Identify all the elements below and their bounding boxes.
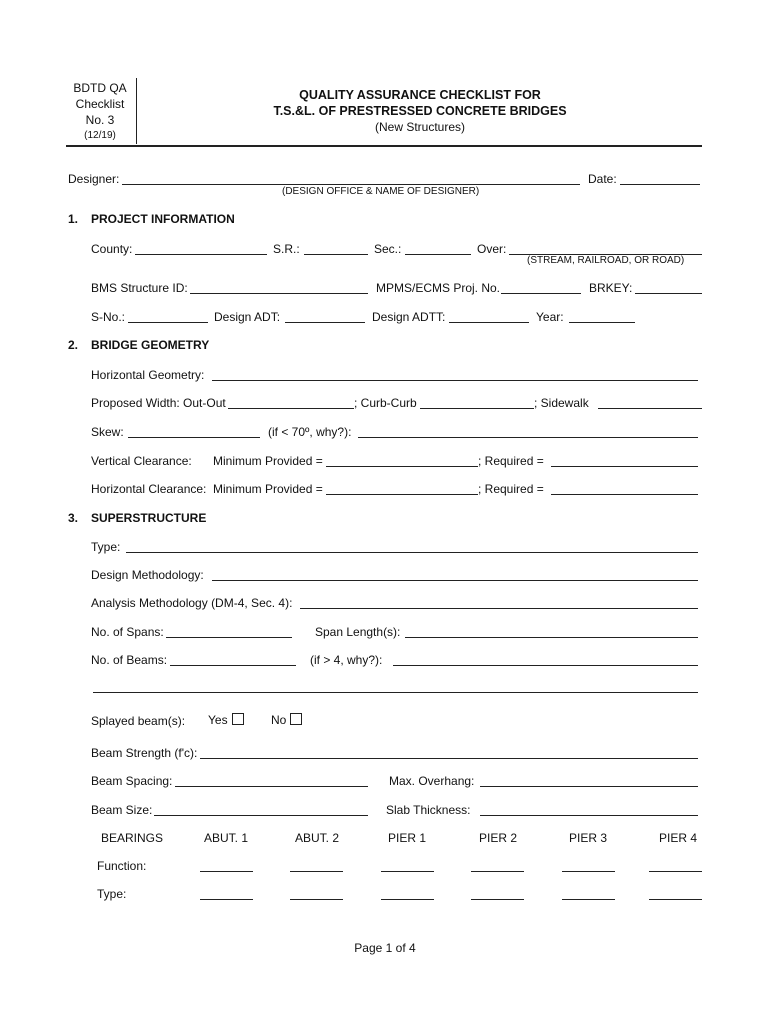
- header-rule: [66, 145, 702, 147]
- pier4-header: PIER 4: [658, 831, 697, 845]
- vert-min-field[interactable]: [326, 466, 478, 467]
- horiz-geom-label: Horizontal Geometry:: [91, 368, 205, 382]
- yes-label: Yes: [208, 713, 228, 727]
- function-abut1-field[interactable]: [200, 871, 253, 872]
- bearings-header: BEARINGS: [101, 831, 164, 845]
- designer-label: Designer:: [68, 172, 120, 186]
- type-pier2-field[interactable]: [471, 899, 524, 900]
- function-label: Function:: [97, 859, 147, 873]
- skew-why-label: (if < 70º, why?):: [268, 425, 352, 439]
- analysis-meth-label: Analysis Methodology (DM-4, Sec. 4):: [91, 596, 293, 610]
- type-label: Type:: [91, 540, 121, 554]
- bms-label: BMS Structure ID:: [91, 281, 188, 295]
- year-field[interactable]: [569, 322, 635, 323]
- date-field[interactable]: [620, 184, 700, 185]
- type-pier1-field[interactable]: [381, 899, 434, 900]
- checklist-org: BDTD QA: [73, 81, 127, 95]
- function-pier3-field[interactable]: [562, 871, 615, 872]
- sno-field[interactable]: [128, 322, 208, 323]
- pier1-header: PIER 1: [387, 831, 426, 845]
- type-field[interactable]: [126, 552, 698, 553]
- type-abut2-field[interactable]: [290, 899, 343, 900]
- beam-size-label: Beam Size:: [91, 803, 153, 817]
- section-2-title: BRIDGE GEOMETRY: [91, 338, 210, 352]
- over-sub: (STREAM, RAILROAD, OR ROAD): [527, 255, 685, 266]
- abut2-header: ABUT. 2: [294, 831, 339, 845]
- sidewalk-label: ; Sidewalk: [534, 396, 589, 410]
- design-meth-field[interactable]: [212, 580, 698, 581]
- slab-label: Slab Thickness:: [386, 803, 471, 817]
- analysis-meth-field[interactable]: [300, 608, 698, 609]
- horiz-req-label: ; Required =: [478, 482, 544, 496]
- overhang-label: Max. Overhang:: [389, 774, 475, 788]
- adtt-field[interactable]: [449, 322, 529, 323]
- spacing-label: Beam Spacing:: [91, 774, 173, 788]
- no-label: No: [271, 713, 287, 727]
- strength-field[interactable]: [200, 758, 698, 759]
- checklist-revision: (12/19): [84, 130, 116, 141]
- abut1-header: ABUT. 1: [203, 831, 248, 845]
- yes-checkbox[interactable]: [232, 713, 244, 725]
- sno-label: S-No.:: [91, 310, 126, 324]
- mpms-field[interactable]: [501, 293, 581, 294]
- doc-subtitle: (New Structures): [374, 120, 466, 134]
- section-2-number: 2.: [68, 338, 79, 352]
- county-label: County:: [91, 242, 133, 256]
- beam-size-field[interactable]: [154, 815, 368, 816]
- curb-label: ; Curb-Curb: [354, 396, 417, 410]
- beams-field[interactable]: [170, 665, 296, 666]
- design-meth-label: Design Methodology:: [91, 568, 204, 582]
- horiz-min-field[interactable]: [326, 494, 478, 495]
- vert-clear-label: Vertical Clearance:: [91, 454, 192, 468]
- beams-why-label: (if > 4, why?):: [310, 653, 383, 667]
- splayed-yes[interactable]: [208, 713, 244, 727]
- sidewalk-field[interactable]: [598, 408, 702, 409]
- horiz-min-label: Minimum Provided =: [213, 482, 323, 496]
- over-label: Over:: [477, 242, 507, 256]
- bearing-type-label: Type:: [97, 887, 127, 901]
- span-length-field[interactable]: [405, 637, 698, 638]
- pier3-header: PIER 3: [568, 831, 607, 845]
- function-pier4-field[interactable]: [649, 871, 702, 872]
- no-checkbox[interactable]: [290, 713, 302, 725]
- function-abut2-field[interactable]: [290, 871, 343, 872]
- pier2-header: PIER 2: [478, 831, 517, 845]
- sr-field[interactable]: [304, 254, 368, 255]
- function-pier1-field[interactable]: [381, 871, 434, 872]
- splayed-no[interactable]: [271, 713, 302, 727]
- spacing-field[interactable]: [175, 786, 368, 787]
- out-out-field[interactable]: [228, 408, 354, 409]
- doc-title-2: T.S.&L. OF PRESTRESSED CONCRETE BRIDGES: [273, 104, 567, 118]
- section-3-number: 3.: [68, 511, 79, 525]
- strength-label: Beam Strength (f'c):: [91, 746, 198, 760]
- sec-label: Sec.:: [374, 242, 402, 256]
- date-label: Date:: [588, 172, 617, 186]
- sec-field[interactable]: [405, 254, 471, 255]
- brkey-label: BRKEY:: [589, 281, 633, 295]
- adt-field[interactable]: [285, 322, 365, 323]
- checklist-label: Checklist: [75, 97, 125, 111]
- checklist-id: [66, 80, 134, 144]
- designer-field[interactable]: [122, 184, 580, 185]
- checklist-number: No. 3: [85, 113, 115, 127]
- horiz-clear-label: Horizontal Clearance:: [91, 482, 207, 496]
- type-abut1-field[interactable]: [200, 899, 253, 900]
- year-label: Year:: [536, 310, 564, 324]
- bms-field[interactable]: [190, 293, 368, 294]
- skew-why-field[interactable]: [358, 437, 698, 438]
- width-label: Proposed Width: Out-Out: [91, 396, 226, 410]
- skew-field[interactable]: [128, 437, 260, 438]
- doc-title-1: QUALITY ASSURANCE CHECKLIST FOR: [299, 88, 541, 102]
- span-length-label: Span Length(s):: [315, 625, 401, 639]
- skew-label: Skew:: [91, 425, 124, 439]
- designer-sub: (DESIGN OFFICE & NAME OF DESIGNER): [282, 186, 480, 197]
- adtt-label: Design ADTT:: [372, 310, 446, 324]
- vert-min-label: Minimum Provided =: [213, 454, 323, 468]
- adt-label: Design ADT:: [214, 310, 281, 324]
- slab-field[interactable]: [480, 815, 698, 816]
- spans-field[interactable]: [166, 637, 292, 638]
- section-1-number: 1.: [68, 212, 79, 226]
- type-pier3-field[interactable]: [562, 899, 615, 900]
- brkey-field[interactable]: [635, 293, 702, 294]
- vert-req-field[interactable]: [551, 466, 698, 467]
- horiz-geom-field[interactable]: [212, 380, 698, 381]
- type-pier4-field[interactable]: [649, 899, 702, 900]
- overhang-field[interactable]: [480, 786, 698, 787]
- splayed-label: Splayed beam(s):: [91, 714, 186, 728]
- county-field[interactable]: [135, 254, 267, 255]
- horiz-req-field[interactable]: [551, 494, 698, 495]
- beams-why-field-2[interactable]: [93, 692, 698, 693]
- spans-label: No. of Spans:: [91, 625, 164, 639]
- section-3-title: SUPERSTRUCTURE: [91, 511, 207, 525]
- sr-label: S.R.:: [273, 242, 300, 256]
- mpms-label: MPMS/ECMS Proj. No.: [376, 281, 501, 295]
- curb-field[interactable]: [420, 408, 534, 409]
- vert-req-label: ; Required =: [478, 454, 544, 468]
- beams-label: No. of Beams:: [91, 653, 168, 667]
- beams-why-field[interactable]: [393, 665, 698, 666]
- page-number: Page 1 of 4: [354, 941, 416, 955]
- function-pier2-field[interactable]: [471, 871, 524, 872]
- section-1-title: PROJECT INFORMATION: [91, 212, 235, 226]
